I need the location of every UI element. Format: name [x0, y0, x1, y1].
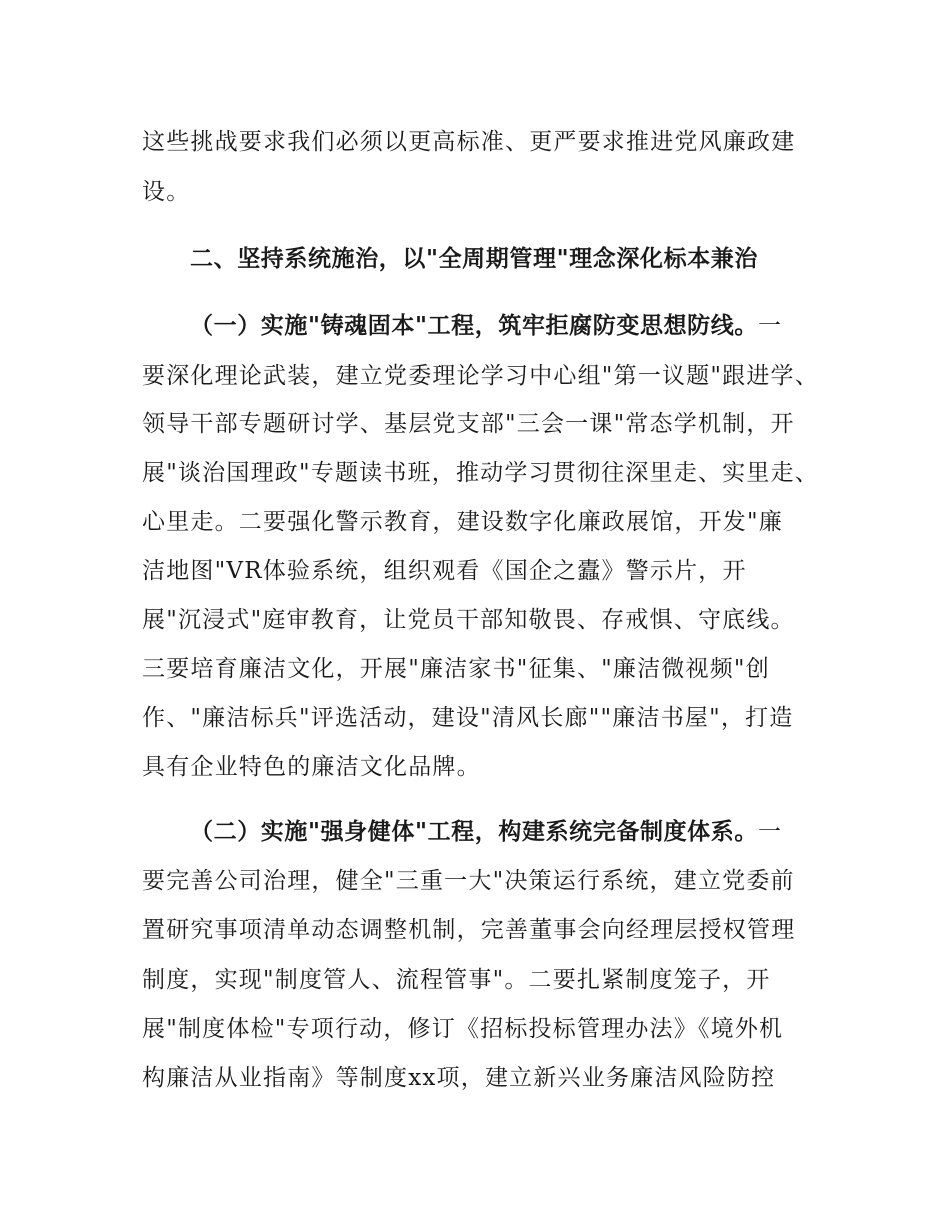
section-heading: 二、坚持系统施治，以"全周期管理"理念深化标本兼治: [190, 246, 758, 272]
subsection-1-first-line: [190, 311, 782, 341]
subsection-1-line: 洁地图"VR体验系统，组织观看《国企之蠹》警示片，开: [142, 558, 747, 584]
subsection-2-line: 展"制度体检"专项行动，修订《招标投标管理办法》《境外机: [142, 1016, 784, 1042]
subsection-2-first-line: [190, 817, 782, 847]
subsection-1-line: 要深化理论武装，建立党委理论学习中心组"第一议题"跟进学、: [142, 363, 819, 389]
subsection-1-line: 展"沉浸式"庭审教育，让党员干部知敬畏、存戒惧、守底线。: [142, 607, 795, 633]
subsection-2-line: 构廉洁从业指南》等制度xx项，建立新兴业务廉洁风险防控: [142, 1065, 776, 1091]
subsection-2-line: 要完善公司治理，健全"三重一大"决策运行系统，建立党委前: [142, 868, 795, 894]
subsection-1-line: 具有企业特色的廉洁文化品牌。: [142, 754, 481, 780]
subsection-1-line: 作、"廉洁标兵"评选活动，建设"清风长廊""廉洁书屋"，打造: [142, 705, 794, 731]
subsection-1-line: 心里走。二要强化警示教育，建设数字化廉政展馆，开发"廉: [142, 509, 783, 535]
intro-line-1: 这些挑战要求我们必须以更高标准、更严要求推进党风廉政建: [142, 129, 796, 155]
subsection-1-title: （一）实施"铸魂固本"工程，筑牢拒腐防变思想防线。: [190, 313, 758, 339]
subsection-2-line: 制度，实现"制度管人、流程管事"。二要扎紧制度笼子，开: [142, 967, 771, 993]
subsection-1-line: 展"谈治国理政"专题读书班，推动学习贯彻往深里走、实里走、: [142, 460, 819, 486]
subsection-1-line: 领导干部专题研讨学、基层党支部"三会一课"常态学机制，开: [142, 411, 795, 437]
subsection-1-line: 三要培育廉洁文化，开展"廉洁家书"征集、"廉洁微视频"创: [142, 656, 770, 682]
subsection-2-title: （二）实施"强身健体"工程，构建系统完备制度体系。: [190, 819, 758, 845]
subsection-2-line: 置研究事项清单动态调整机制，完善董事会向经理层授权管理: [142, 917, 796, 943]
subsection-1-first-line-rest: 一: [757, 313, 783, 339]
intro-line-2: 设。: [142, 179, 191, 205]
subsection-2-first-line-rest: 一: [757, 819, 783, 845]
